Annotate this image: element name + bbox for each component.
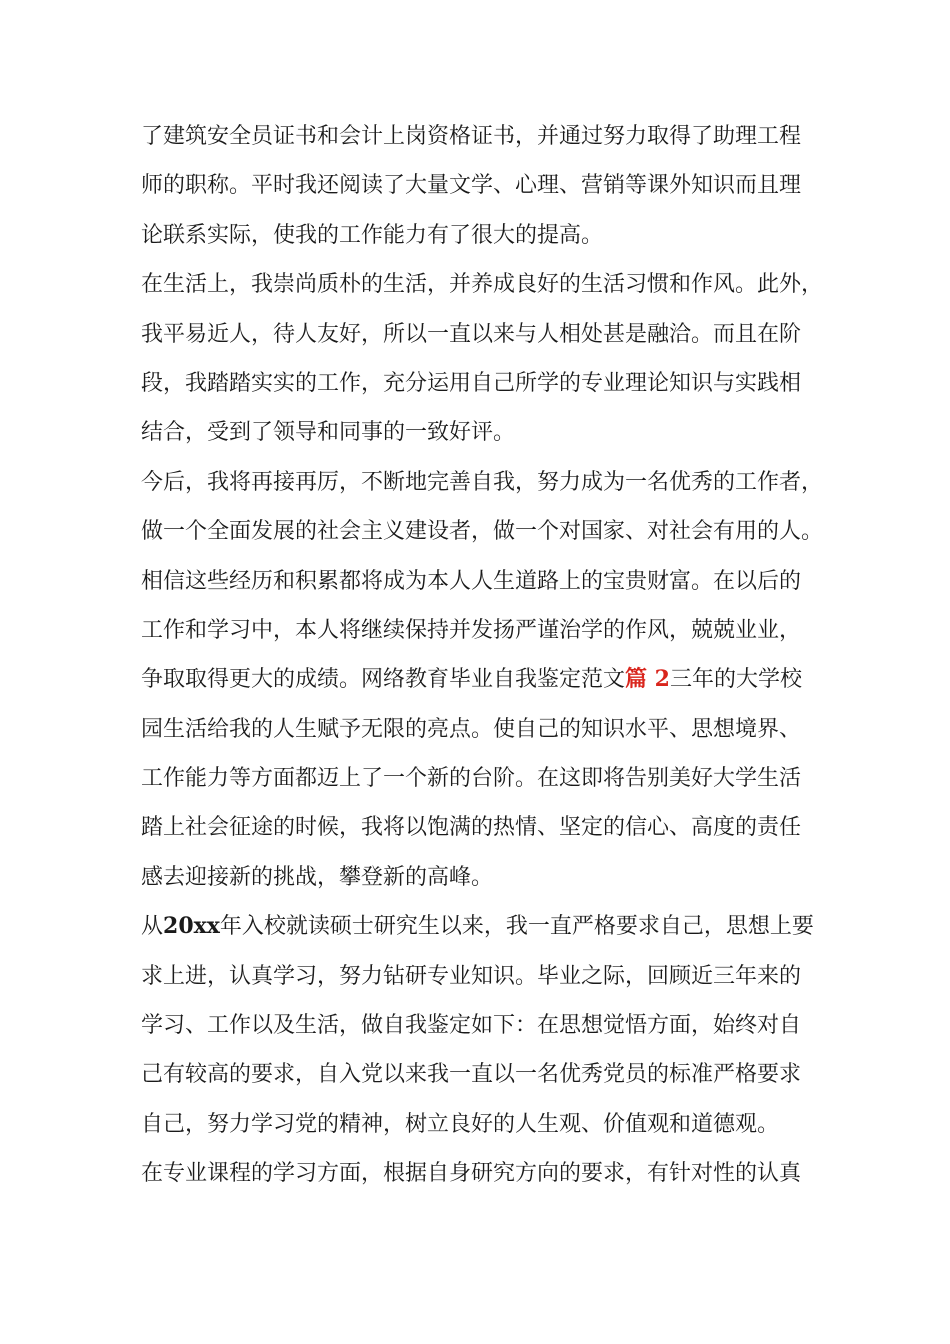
- text-line: 感去迎接新的挑战，攀登新的高峰。: [141, 864, 494, 890]
- text-line: 工作和学习中，本人将继续保持并发扬严谨治学的作风，兢兢业业，: [141, 617, 802, 643]
- text-line: 了建筑安全员证书和会计上岗资格证书，并通过努力取得了助理工程: [141, 124, 802, 149]
- text-line: 在生活上，我崇尚质朴的生活，并养成良好的生活习惯和作风。此外，: [141, 272, 824, 298]
- text-line: 师的职称。平时我还阅读了大量文学、心理、营销等课外知识而且理: [141, 173, 802, 199]
- section-number-highlight: 篇 2: [625, 666, 670, 693]
- text-line: 我平易近人，待人友好，所以一直以来与人相处甚是融洽。而且在阶: [141, 321, 802, 347]
- text-line: 论联系实际，使我的工作能力有了很大的提高。: [141, 222, 604, 248]
- text-line: 学习、工作以及生活，做自我鉴定如下：在思想觉悟方面，始终对自: [141, 1013, 802, 1039]
- body-text: [141, 112, 841, 1199]
- text-line: 工作能力等方面都迈上了一个新的台阶。在这即将告别美好大学生活: [141, 766, 802, 792]
- section-heading-line: [141, 655, 841, 704]
- text-line: 结合，受到了领导和同事的一致好评。: [141, 420, 516, 446]
- text-line: 求上进，认真学习，努力钻研专业知识。毕业之际，回顾近三年来的: [141, 963, 802, 989]
- year-line: [141, 902, 841, 951]
- year-text-before: 从: [141, 914, 164, 940]
- text-line: 相信这些经历和积累都将成为本人人生道路上的宝贵财富。在以后的: [141, 568, 802, 594]
- text-line: 己有较高的要求，自入党以来我一直以一名优秀党员的标准严格要求: [141, 1062, 802, 1088]
- text-line: 园生活给我的人生赋予无限的亮点。使自己的知识水平、思想境界、: [141, 716, 802, 742]
- text-line: 今后，我将再接再厉，不断地完善自我，努力成为一名优秀的工作者，: [141, 469, 824, 495]
- text-line: 在专业课程的学习方面，根据自身研究方向的要求，有针对性的认真: [141, 1161, 802, 1187]
- year-value: 20xx: [163, 913, 220, 940]
- text-line: 做一个全面发展的社会主义建设者，做一个对国家、对社会有用的人。: [141, 519, 824, 545]
- text-line: 自己，努力学习党的精神，树立良好的人生观、价值观和道德观。: [141, 1111, 780, 1137]
- heading-text-after: 三年的大学校: [669, 667, 802, 693]
- heading-text-before: 争取取得更大的成绩。网络教育毕业自我鉴定范文: [141, 667, 626, 693]
- text-line: 段，我踏踏实实的工作，充分运用自己所学的专业理论知识与实践相: [141, 370, 802, 396]
- text-line: 踏上社会征途的时候，我将以饱满的热情、坚定的信心、高度的责任: [141, 815, 802, 841]
- year-text-after: 年入校就读硕士研究生以来，我一直严格要求自己，思想上要: [219, 914, 814, 940]
